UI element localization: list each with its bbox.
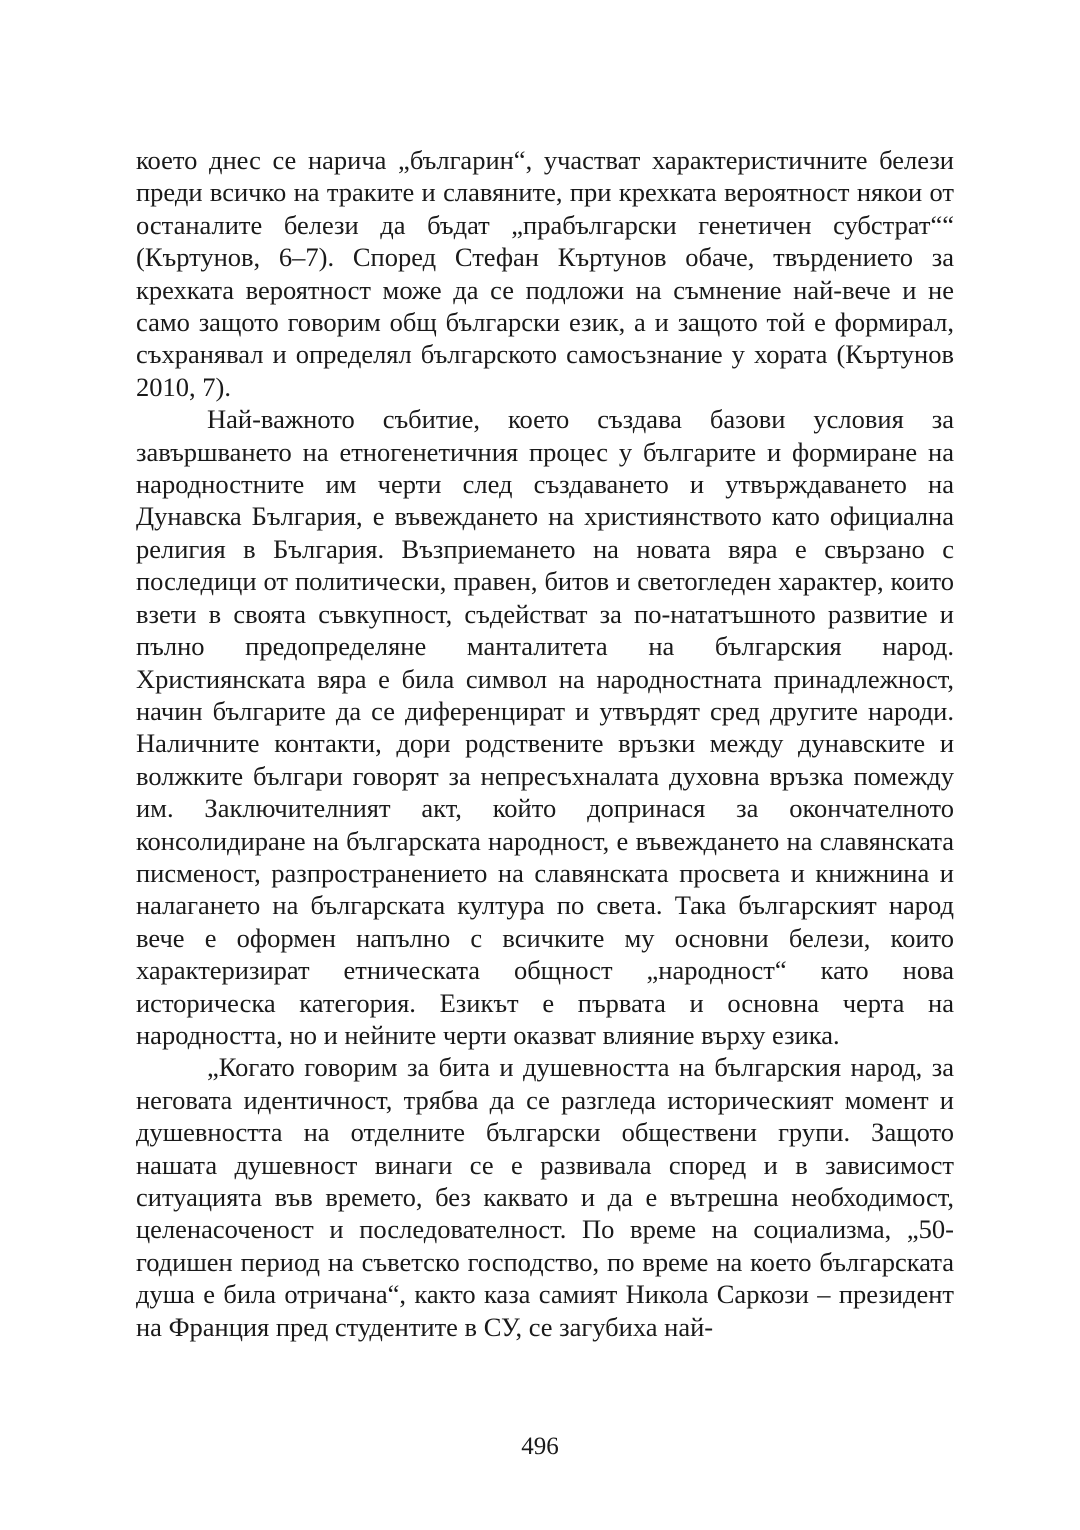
paragraph-2: Най-важното събитие, което създава базови условия за завършването на етногенетичния процес у българите и формиране на народностните им черти след създаването и утвърждаването на Дунавска България, е въвеждането на християнството като официална религия в България. Възприемането на новата вяра е свързано с последици от политически, правен, битов и светогледен характер, които взети в своята съвкупност, съдействат за по-нататъшното развитие и пълно предопределяне манталитета на българския народ. Християнската вяра е била символ на народностната принадлежност, начин българите да се диференцират и утвърдят сред другите народи. Наличните контакти, дори родствените връзки между дунавските и волжките българи говорят за непресъхналата духовна връзка помежду им. Заключителният акт, който допринася за окончателното консолидиране на българската народност, е въвеждането на славянската писменост, разпространението на славянската просвета и книжнина и налагането на българската култура по света. Така българският народ вече е оформен напълно с всичките му основни белези, които характеризират етническата общност „народност“ като нова историческа категория. Езикът е първата и основна черта на народността, но и нейните черти оказват влияние върху езика. <box>136 404 954 1050</box>
paragraph-3: „Когато говорим за бита и душевността на българския народ, за неговата идентичност, трябва да се разгледа историческият момент и душевността на отделните български обществени групи. Защото нашата душевност винаги се е развивала според и в зависимост ситуацията във времето, без каквато и да е вътрешна необходимост, целенасоченост и последователност. По време на социализма, „50-годишен период на съветско господство, по време на което българската душа е била отричана“, както каза самият Никола Саркози – президент на Франция пред студентите в СУ, се загубиха най- <box>136 1052 954 1342</box>
page-body <box>136 144 954 1343</box>
page-number: 496 <box>521 1433 559 1460</box>
paragraph-1: което днес се нарича „българин“, участват характеристичните белези преди всичко на траките и славяните, при крехката вероятност някои от останалите белези да бъдат „прабългарски генетичен субстрат““ (Къртунов, 6–7). Според Стефан Къртунов обаче, твърдението за крехката вероятност може да се подложи на съмнение най-вече и не само защото говорим общ български език, а и защото той е формирал, съхранявал и определял българското самосъзнание у хората (Къртунов 2010, 7). <box>136 145 954 402</box>
